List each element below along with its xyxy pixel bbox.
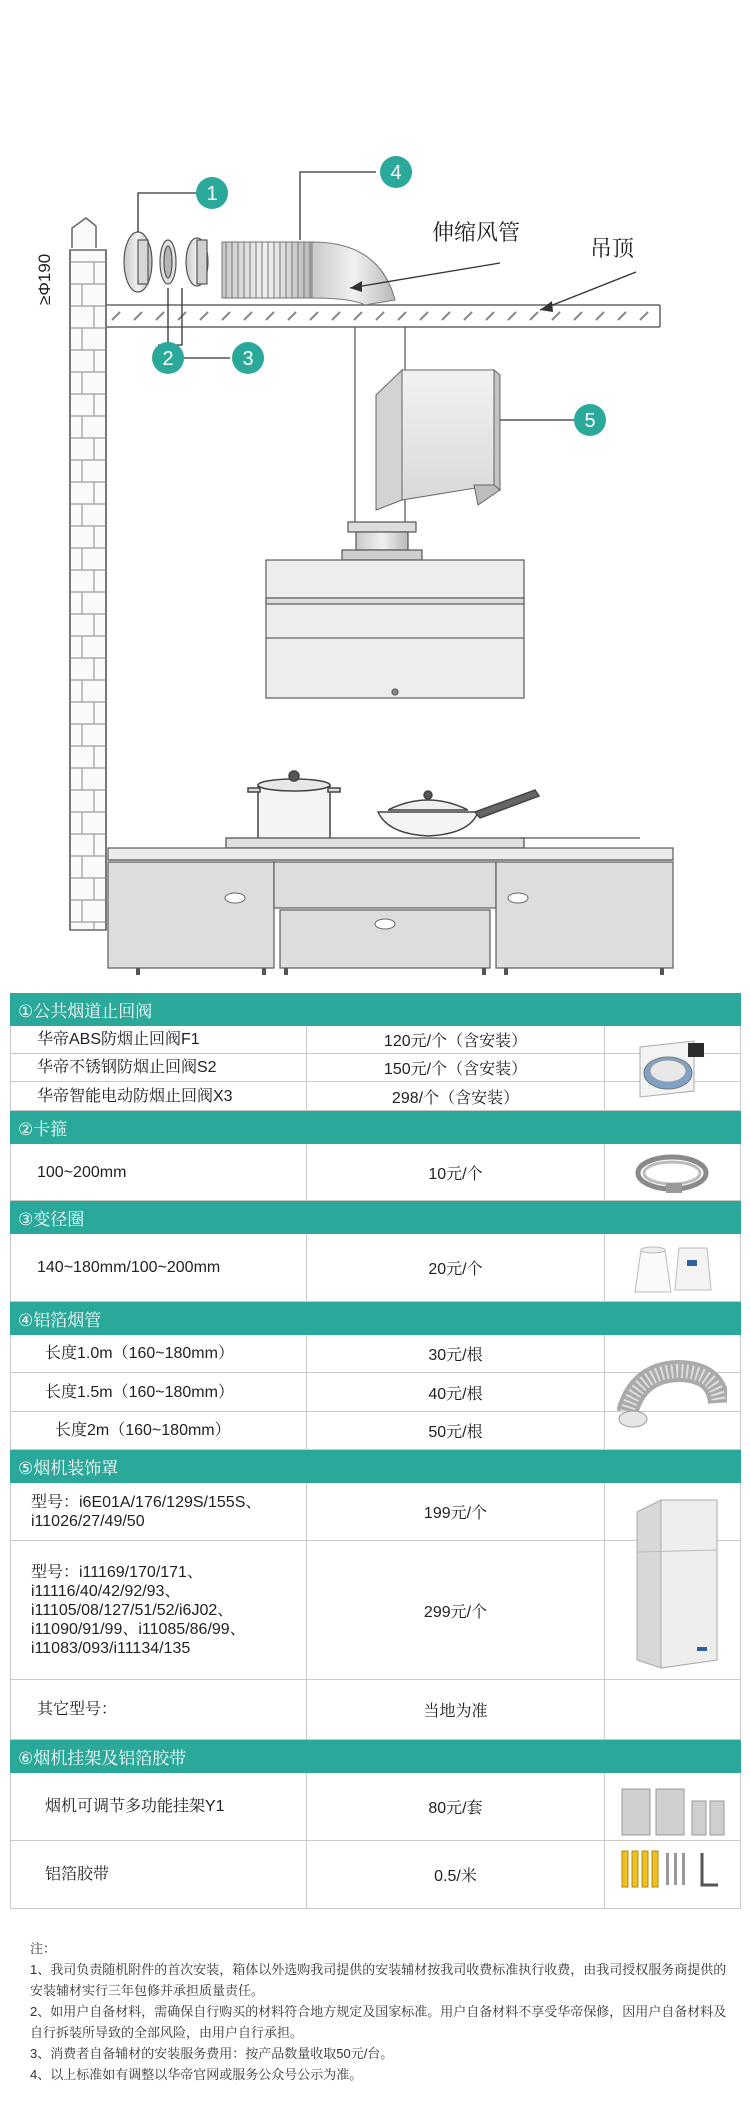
svg-text:5: 5 [584, 410, 596, 432]
svg-text:1: 1 [206, 183, 218, 205]
item-name: 长度1.0m（160~180mm） [11, 1335, 307, 1372]
item-name: 华帝智能电动防烟止回阀X3 [11, 1082, 307, 1110]
item-name: 铝箔胶带 [11, 1841, 307, 1908]
cover-image [604, 1483, 740, 1680]
bracket-image [604, 1773, 740, 1909]
item-name: 华帝不锈钢防烟止回阀S2 [11, 1054, 307, 1081]
frying-pan [378, 790, 539, 836]
flue-top [72, 218, 96, 248]
section-check-valve [10, 1026, 741, 1111]
check-valve-image [604, 1026, 740, 1111]
item-name: 其它型号： [11, 1680, 307, 1739]
item-price: 199元/个 [307, 1483, 605, 1540]
item-name: 烟机可调节多功能挂架Y1 [11, 1773, 307, 1840]
item-price: 120元/个（含安装） [307, 1026, 605, 1053]
foil-duct-image [604, 1335, 740, 1450]
section-clamp [10, 1144, 741, 1201]
notes [30, 1938, 730, 2085]
section-header-check-valve: ①公共烟道止回阀 [10, 993, 741, 1026]
callout-4-icon [380, 156, 412, 188]
note-item: 2、如用户自备材料，需确保自行购买的材料符合地方规定及国家标准。用户自备材料不享受华帝保修，因用户自备材料及自行拆装所导致的全部风险，由用户自行承担。 [30, 2004, 727, 2040]
hood-motor [342, 522, 422, 560]
item-price: 0.5/米 [307, 1841, 605, 1908]
section-cover [10, 1483, 741, 1740]
callout-1-icon [196, 177, 228, 209]
clamp-part [160, 240, 176, 284]
section-reducer [10, 1234, 741, 1302]
item-name: 华帝ABS防烟止回阀F1 [11, 1026, 307, 1053]
section-header-reducer: ③变径圈 [10, 1201, 741, 1234]
section-foil-duct [10, 1335, 741, 1450]
item-price: 40元/根 [307, 1373, 605, 1411]
reducer-image [604, 1234, 740, 1302]
item-price: 298/个（含安装） [307, 1082, 605, 1110]
section-header-clamp: ②卡箍 [10, 1111, 741, 1144]
clamp-image [604, 1144, 740, 1201]
range-hood [266, 560, 524, 698]
ceiling-label: 吊顶 [590, 236, 635, 261]
item-price: 150元/个（含安装） [307, 1054, 605, 1081]
section-bracket-tape [10, 1773, 741, 1909]
item-price: 20元/个 [307, 1234, 605, 1301]
item-name: 100~200mm [11, 1144, 307, 1200]
svg-text:4: 4 [390, 162, 402, 184]
reducer-part [186, 238, 208, 286]
pot [248, 771, 340, 839]
price-table [10, 993, 741, 1909]
note-item: 1、我司负责随机附件的首次安装，箱体以外选购我司提供的安装辅材按我司收费标准执行收费，由我司授权服务商提供的安装辅材实行三年包修并承担质量责任。 [30, 1962, 727, 1998]
svg-text:2: 2 [162, 348, 174, 370]
flexible-duct [222, 242, 395, 305]
item-name: 长度2m（160~180mm） [11, 1412, 307, 1449]
callout-2-icon [152, 342, 184, 374]
callout-3-icon [232, 342, 264, 374]
item-name: 140~180mm/100~200mm [11, 1234, 307, 1301]
diameter-label: ≥Φ190 [35, 253, 54, 305]
installation-diagram [0, 0, 750, 975]
item-price: 299元/个 [307, 1541, 605, 1679]
stovetop [226, 838, 640, 848]
section-header-foil-duct: ④铝箔烟管 [10, 1302, 741, 1335]
table-row [11, 1680, 740, 1740]
item-price: 30元/根 [307, 1335, 605, 1372]
callout-5-icon [574, 404, 606, 436]
section-header-bracket-tape: ⑥烟机挂架及铝箔胶带 [10, 1740, 741, 1773]
item-name: 长度1.5m（160~180mm） [11, 1373, 307, 1411]
item-name: 型号：i6E01A/176/129S/155S、i11026/27/49/50 [11, 1483, 307, 1540]
counter [108, 848, 673, 860]
note-item: 3、消费者自备辅材的安装服务费用：按产品数量收取50元/台。 [30, 2046, 394, 2061]
notes-heading: 注： [30, 1941, 57, 1956]
note-item: 4、以上标准如有调整以华帝官网或服务公众号公示为准。 [30, 2067, 363, 2082]
cabinets [108, 862, 673, 968]
item-price: 80元/套 [307, 1773, 605, 1840]
item-price: 当地为准 [307, 1680, 605, 1739]
hose-label: 伸缩风管 [432, 220, 521, 245]
item-price: 50元/根 [307, 1412, 605, 1449]
item-name: 型号：i11169/170/171、i11116/40/42/92/93、i11105/08/127/51/52/i6J02、i11090/91/99、i11085/86/99、i11083/093/i11134/135 [11, 1541, 307, 1679]
check-valve-part [124, 232, 152, 292]
section-header-cover: ⑤烟机装饰罩 [10, 1450, 741, 1483]
svg-text:3: 3 [242, 348, 254, 370]
brick-wall [70, 250, 106, 930]
item-price: 10元/个 [307, 1144, 605, 1200]
decorative-cover [376, 370, 500, 510]
